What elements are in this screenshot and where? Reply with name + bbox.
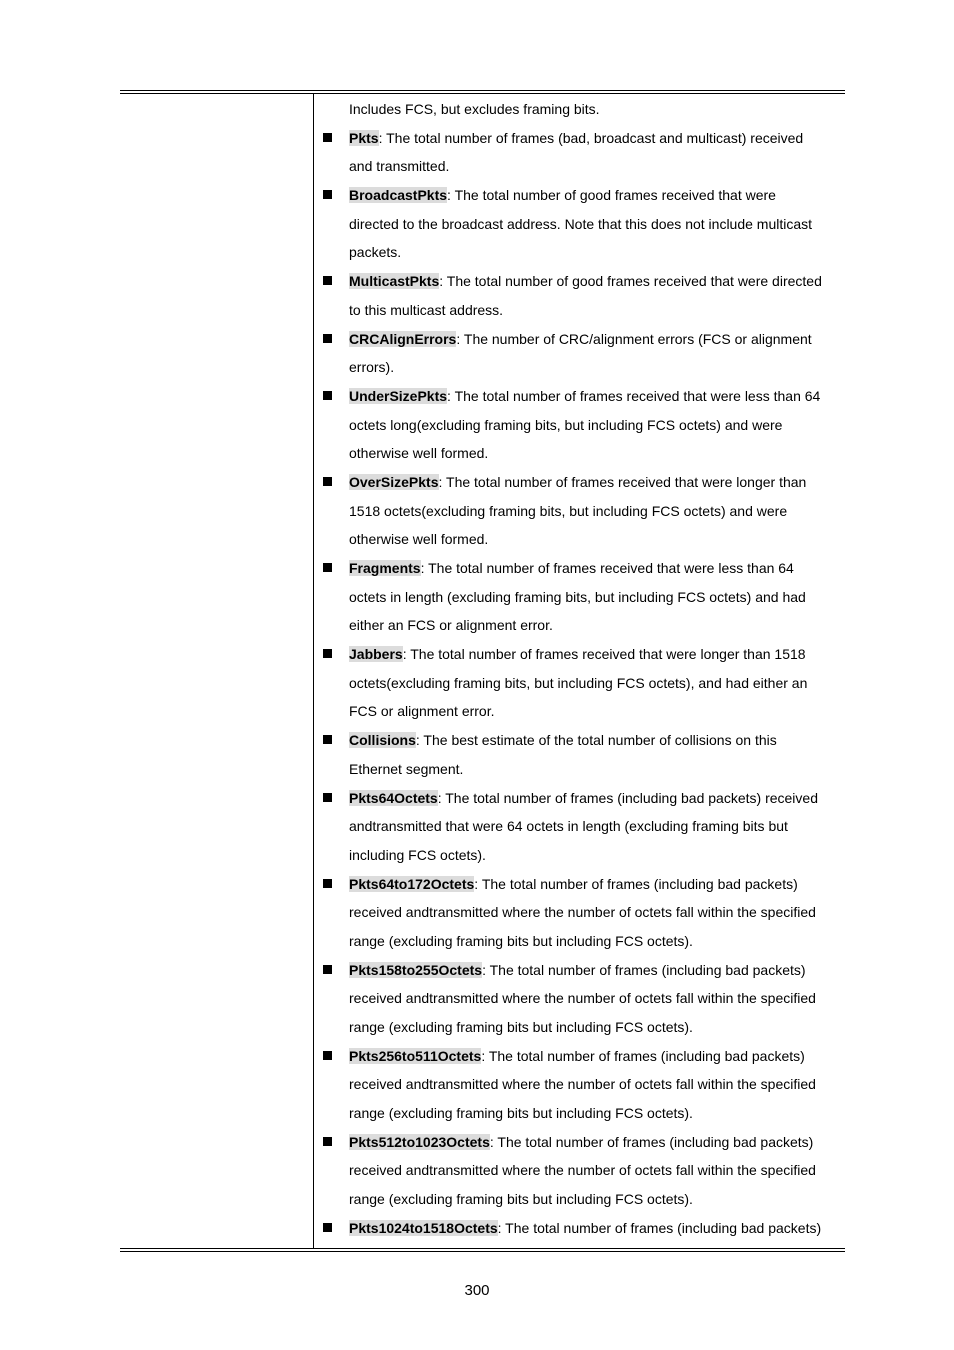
list-item [322, 267, 844, 324]
square-bullet-icon [323, 190, 332, 199]
square-bullet-icon [323, 879, 332, 888]
description-text: range (excluding framing bits but including FCS octets). [349, 1105, 693, 1122]
description-text: range (excluding framing bits but including FCS octets). [349, 1191, 693, 1208]
list-item-line [322, 697, 844, 726]
description-text: : The total number of frames received that were longer than [438, 473, 807, 490]
list-item-first-line [322, 1128, 844, 1157]
list-item-first-line [322, 1214, 844, 1243]
description-text: received andtransmitted where the number of octets fall within the specified [349, 904, 816, 921]
description-text: : The total number of frames (including bad packets) received [437, 789, 818, 806]
term-label: Pkts64to172Octets [349, 875, 475, 892]
description-text: packets. [349, 244, 402, 261]
description-text: either an FCS or alignment error. [349, 617, 553, 634]
list-item-first-line [322, 726, 844, 755]
description-text: octets in length (excluding framing bits, but including FCS octets) and had [349, 588, 806, 605]
list-item-line [322, 411, 844, 440]
list-item-line [322, 898, 844, 927]
term-label: Pkts158to255Octets [349, 961, 483, 978]
list-item-line [322, 210, 844, 239]
description-text: errors). [349, 359, 395, 376]
description-text: : The total number of frames (bad, broadcast and multicast) received [378, 129, 804, 146]
square-bullet-icon [323, 965, 332, 974]
term-label: Pkts64Octets [349, 789, 438, 806]
term-label: CRCAlignErrors [349, 330, 457, 347]
list-item-line [322, 152, 844, 181]
list-item-first-line [322, 956, 844, 985]
description-text: range (excluding framing bits but including FCS octets). [349, 932, 693, 949]
list-item-line [322, 1185, 844, 1214]
list-item [322, 181, 844, 267]
table-top-rule-inner [120, 93, 845, 94]
term-label: Pkts [349, 129, 379, 146]
list-item [322, 870, 844, 956]
term-label: BroadcastPkts [349, 187, 448, 204]
bullet-list [322, 124, 844, 1243]
square-bullet-icon [323, 1137, 332, 1146]
list-item-line [322, 1070, 844, 1099]
description-cell [322, 95, 844, 1243]
list-item-first-line [322, 124, 844, 153]
list-item-line [322, 1013, 844, 1042]
term-label: OverSizePkts [349, 473, 439, 490]
list-item [322, 726, 844, 783]
list-item-line [322, 841, 844, 870]
square-bullet-icon [323, 334, 332, 343]
term-label: UnderSizePkts [349, 387, 448, 404]
list-item-line [322, 353, 844, 382]
square-bullet-icon [323, 793, 332, 802]
table-bottom-rule-outer [120, 1251, 845, 1252]
list-item [322, 325, 844, 382]
description-text: octets long(excluding framing bits, but including FCS octets) and were [349, 416, 783, 433]
list-item-line [322, 1156, 844, 1185]
description-text: : The total number of frames (including bad packets) [481, 1047, 805, 1064]
list-item-line [322, 238, 844, 267]
description-text: otherwise well formed. [349, 531, 489, 548]
list-item-line [322, 755, 844, 784]
term-label: Jabbers [349, 646, 403, 663]
description-text: : The best estimate of the total number of collisions on this [415, 732, 777, 749]
square-bullet-icon [323, 1051, 332, 1060]
description-text: : The total number of frames (including bad packets) [474, 875, 798, 892]
continuation-text: Includes FCS, but excludes framing bits. [349, 101, 600, 117]
square-bullet-icon [323, 563, 332, 572]
description-text: and transmitted. [349, 158, 450, 175]
square-bullet-icon [323, 276, 332, 285]
list-item-first-line [322, 784, 844, 813]
term-label: Fragments [349, 560, 421, 576]
list-item [322, 554, 844, 640]
square-bullet-icon [323, 649, 332, 658]
description-text: andtransmitted that were 64 octets in length (excluding framing bits but [349, 818, 788, 835]
list-item-line [322, 497, 844, 526]
description-text: : The total number of good frames received that were [447, 187, 776, 204]
description-text: 1518 octets(excluding framing bits, but including FCS octets) and were [349, 502, 788, 519]
description-text: : The total number of frames (including bad packets) [497, 1219, 822, 1236]
description-text: range (excluding framing bits but including FCS octets). [349, 1019, 693, 1035]
list-item-line [322, 439, 844, 468]
description-text: received andtransmitted where the number of octets fall within the specified [349, 1162, 816, 1179]
description-text: : The total number of frames received that were less than 64 [420, 560, 794, 576]
description-text: : The total number of frames (including bad packets) [489, 1133, 814, 1150]
list-item [322, 640, 844, 726]
description-text: : The total number of frames (including bad packets) [482, 961, 806, 978]
list-item-first-line [322, 870, 844, 899]
square-bullet-icon [323, 1223, 332, 1232]
list-item-line [322, 812, 844, 841]
description-text: octets(excluding framing bits, but including FCS octets), and had either an [349, 674, 808, 691]
term-label: Collisions [349, 732, 416, 749]
description-text: : The total number of frames received that were longer than 1518 [402, 646, 806, 663]
list-item-line [322, 583, 844, 612]
term-label: Pkts256to511Octets [349, 1047, 482, 1064]
square-bullet-icon [323, 735, 332, 744]
list-item [322, 1128, 844, 1214]
list-item-first-line [322, 468, 844, 497]
description-text: including FCS octets). [349, 846, 486, 863]
list-item [322, 1214, 844, 1243]
description-text: : The total number of frames received that were less than 64 [447, 387, 821, 404]
list-item-line [322, 927, 844, 956]
list-item-line [322, 1099, 844, 1128]
list-item-first-line [322, 325, 844, 354]
list-item-first-line [322, 181, 844, 210]
description-text: Ethernet segment. [349, 760, 464, 777]
description-text: to this multicast address. [349, 301, 504, 318]
list-item-line [322, 984, 844, 1013]
list-item [322, 468, 844, 554]
list-item [322, 784, 844, 870]
list-item [322, 382, 844, 468]
square-bullet-icon [323, 391, 332, 400]
list-item-first-line [322, 267, 844, 296]
list-item-line [322, 296, 844, 325]
description-text: : The total number of good frames received that were directed [439, 273, 822, 290]
description-text: received andtransmitted where the number of octets fall within the specified [349, 1076, 816, 1093]
description-text: FCS or alignment error. [349, 703, 495, 720]
term-label: Pkts512to1023Octets [349, 1133, 490, 1150]
list-item-line [322, 525, 844, 554]
square-bullet-icon [323, 477, 332, 486]
list-item [322, 956, 844, 1042]
list-item-line [322, 669, 844, 698]
list-item [322, 124, 844, 181]
list-item-first-line [322, 554, 844, 583]
description-text: otherwise well formed. [349, 445, 489, 462]
continuation-line [322, 95, 844, 124]
description-text: received andtransmitted where the number of octets fall within the specified [349, 990, 816, 1007]
list-item-line [322, 611, 844, 640]
description-text: : The number of CRC/alignment errors (FCS or alignment [456, 330, 812, 347]
list-item-first-line [322, 382, 844, 411]
table-bottom-rule [120, 1248, 845, 1249]
list-item-first-line [322, 1042, 844, 1071]
description-text: directed to the broadcast address. Note that this does not include multicast [349, 215, 813, 232]
table-column-divider [313, 93, 314, 1249]
table-top-rule [120, 90, 845, 91]
term-label: Pkts1024to1518Octets [349, 1219, 498, 1236]
page-number: 300 [464, 1282, 490, 1299]
term-label: MulticastPkts [349, 273, 440, 290]
list-item-first-line [322, 640, 844, 669]
square-bullet-icon [323, 133, 332, 142]
list-item [322, 1042, 844, 1128]
